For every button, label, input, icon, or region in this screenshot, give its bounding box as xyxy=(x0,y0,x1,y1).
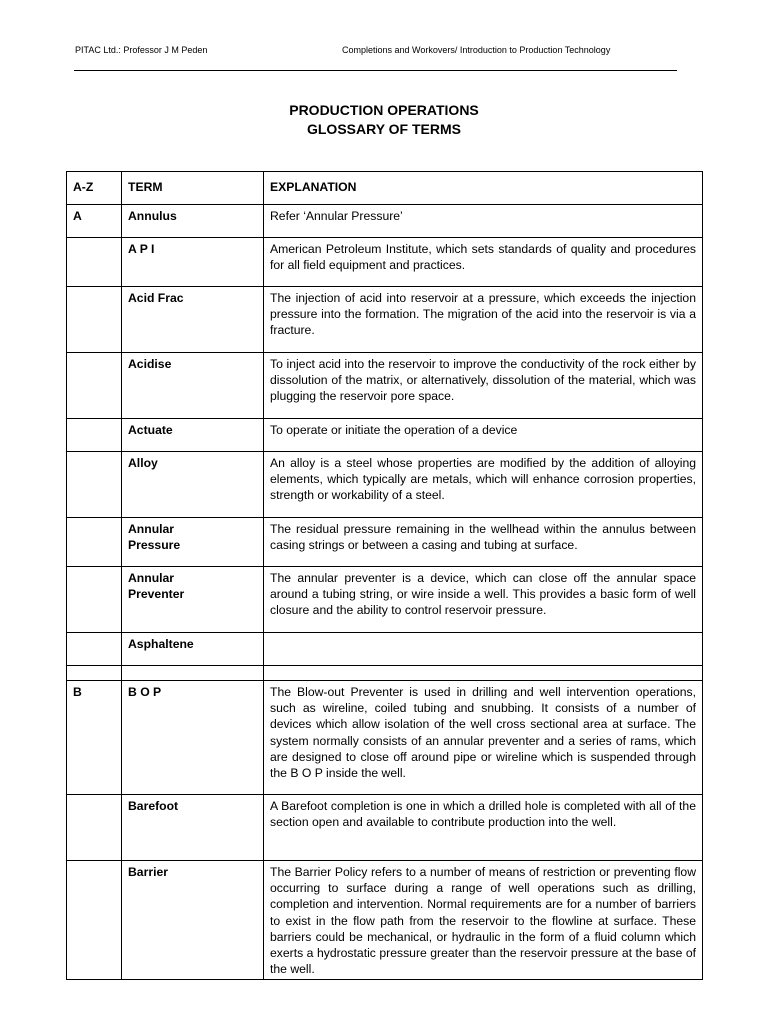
term-line: Asphaltene xyxy=(128,637,194,651)
glossary-table xyxy=(66,171,703,980)
table-row xyxy=(67,353,703,419)
row-term xyxy=(122,287,264,353)
row-explanation: To inject acid into the reservoir to improve the conductivity of the rock either by dissolution of the matrix, or alternatively, dissolution of the material, which was plugging the reservoir pore space. xyxy=(264,353,703,419)
row-term xyxy=(122,205,264,238)
term-line: Actuate xyxy=(128,423,173,437)
header-left: PITAC Ltd.: Professor J M Peden xyxy=(75,45,208,55)
row-letter xyxy=(67,795,122,861)
header-right: Completions and Workovers/ Introduction to Production Technology xyxy=(342,45,611,55)
term-line: Acid Frac xyxy=(128,291,184,305)
row-explanation: The Barrier Policy refers to a number of means of restriction or preventing flow occurring to surface during a range of well operations such as drilling, completion and intervention. Normal requirements are for a number of barriers to exist in the flow path from the reservoir to the flowline at surface. These barriers could be mechanical, or hydraulic in the form of a fluid column which exerts a hydrostatic pressure greater than the reservoir pressure at the base of the well. xyxy=(264,861,703,980)
table-header-row xyxy=(67,172,703,205)
row-explanation: The residual pressure remaining in the wellhead within the annulus between casing strings or between a casing and tubing at surface. xyxy=(264,518,703,567)
row-letter xyxy=(67,419,122,452)
table-row xyxy=(67,287,703,353)
table-row xyxy=(67,419,703,452)
row-letter xyxy=(67,353,122,419)
header-term: TERM xyxy=(122,172,264,205)
document-title: PRODUCTION OPERATIONS xyxy=(289,102,479,118)
row-letter xyxy=(67,861,122,980)
term-line: Pressure xyxy=(128,538,181,553)
term-line: Annular xyxy=(128,522,175,536)
row-term xyxy=(122,353,264,419)
document-subtitle: GLOSSARY OF TERMS xyxy=(306,121,461,137)
term-line: A P I xyxy=(128,242,155,256)
term-line: Alloy xyxy=(128,456,158,470)
table-row xyxy=(67,238,703,287)
row-term xyxy=(122,238,264,287)
row-term xyxy=(122,452,264,518)
row-term xyxy=(122,795,264,861)
term-line: Barrier xyxy=(128,865,168,879)
row-letter xyxy=(67,567,122,633)
glossary-body xyxy=(67,205,703,980)
row-explanation: A Barefoot completion is one in which a drilled hole is completed with all of the section open and available to contribute production into the well. xyxy=(264,795,703,861)
row-letter xyxy=(67,238,122,287)
row-explanation xyxy=(264,633,703,666)
row-term xyxy=(122,419,264,452)
row-letter xyxy=(67,633,122,666)
table-row xyxy=(67,205,703,238)
row-letter: B xyxy=(67,681,122,795)
row-term xyxy=(122,666,264,681)
header-az: A-Z xyxy=(67,172,122,205)
header-explanation: EXPLANATION xyxy=(264,172,703,205)
row-letter xyxy=(67,518,122,567)
row-term xyxy=(122,861,264,980)
row-explanation: American Petroleum Institute, which sets standards of quality and procedures for all field equipment and practices. xyxy=(264,238,703,287)
table-row xyxy=(67,795,703,861)
row-explanation: The injection of acid into reservoir at a pressure, which exceeds the injection pressure into the formation. The migration of the acid into the reservoir is via a fracture. xyxy=(264,287,703,353)
row-letter xyxy=(67,666,122,681)
term-line: Annular xyxy=(128,571,175,585)
row-letter xyxy=(67,452,122,518)
table-row xyxy=(67,633,703,666)
row-explanation: An alloy is a steel whose properties are modified by the addition of alloying elements, which typically are metals, which will enhance corrosion properties, strength or workability of a steel. xyxy=(264,452,703,518)
table-row xyxy=(67,666,703,681)
table-row xyxy=(67,452,703,518)
row-letter xyxy=(67,287,122,353)
row-term xyxy=(122,681,264,795)
table-row xyxy=(67,861,703,980)
row-explanation: Refer ‘Annular Pressure’ xyxy=(264,205,703,238)
row-letter: A xyxy=(67,205,122,238)
row-explanation: The annular preventer is a device, which can close off the annular space around a tubing string, or wire inside a well. This provides a basic form of well closure and the ability to control reservoir pressure. xyxy=(264,567,703,633)
row-explanation: The Blow-out Preventer is used in drilling and well intervention operations, such as wireline, coiled tubing and snubbing. It consists of a number of devices which allow isolation of the well cross sectional area at surface. The system normally consists of an annular preventer and a series of rams, which are designed to close off around pipe or wireline which is suspended through the B O P inside the well. xyxy=(264,681,703,795)
term-line: B O P xyxy=(128,685,162,699)
term-line: Acidise xyxy=(128,357,172,371)
term-line: Preventer xyxy=(128,587,185,602)
row-term xyxy=(122,633,264,666)
row-term xyxy=(122,567,264,633)
table-row xyxy=(67,518,703,567)
term-line: Barefoot xyxy=(128,799,179,813)
term-line: Annulus xyxy=(128,209,177,223)
row-term xyxy=(122,518,264,567)
row-explanation xyxy=(264,666,703,681)
row-explanation: To operate or initiate the operation of a device xyxy=(264,419,703,452)
table-row xyxy=(67,681,703,795)
header-rule xyxy=(74,70,677,71)
table-row xyxy=(67,567,703,633)
